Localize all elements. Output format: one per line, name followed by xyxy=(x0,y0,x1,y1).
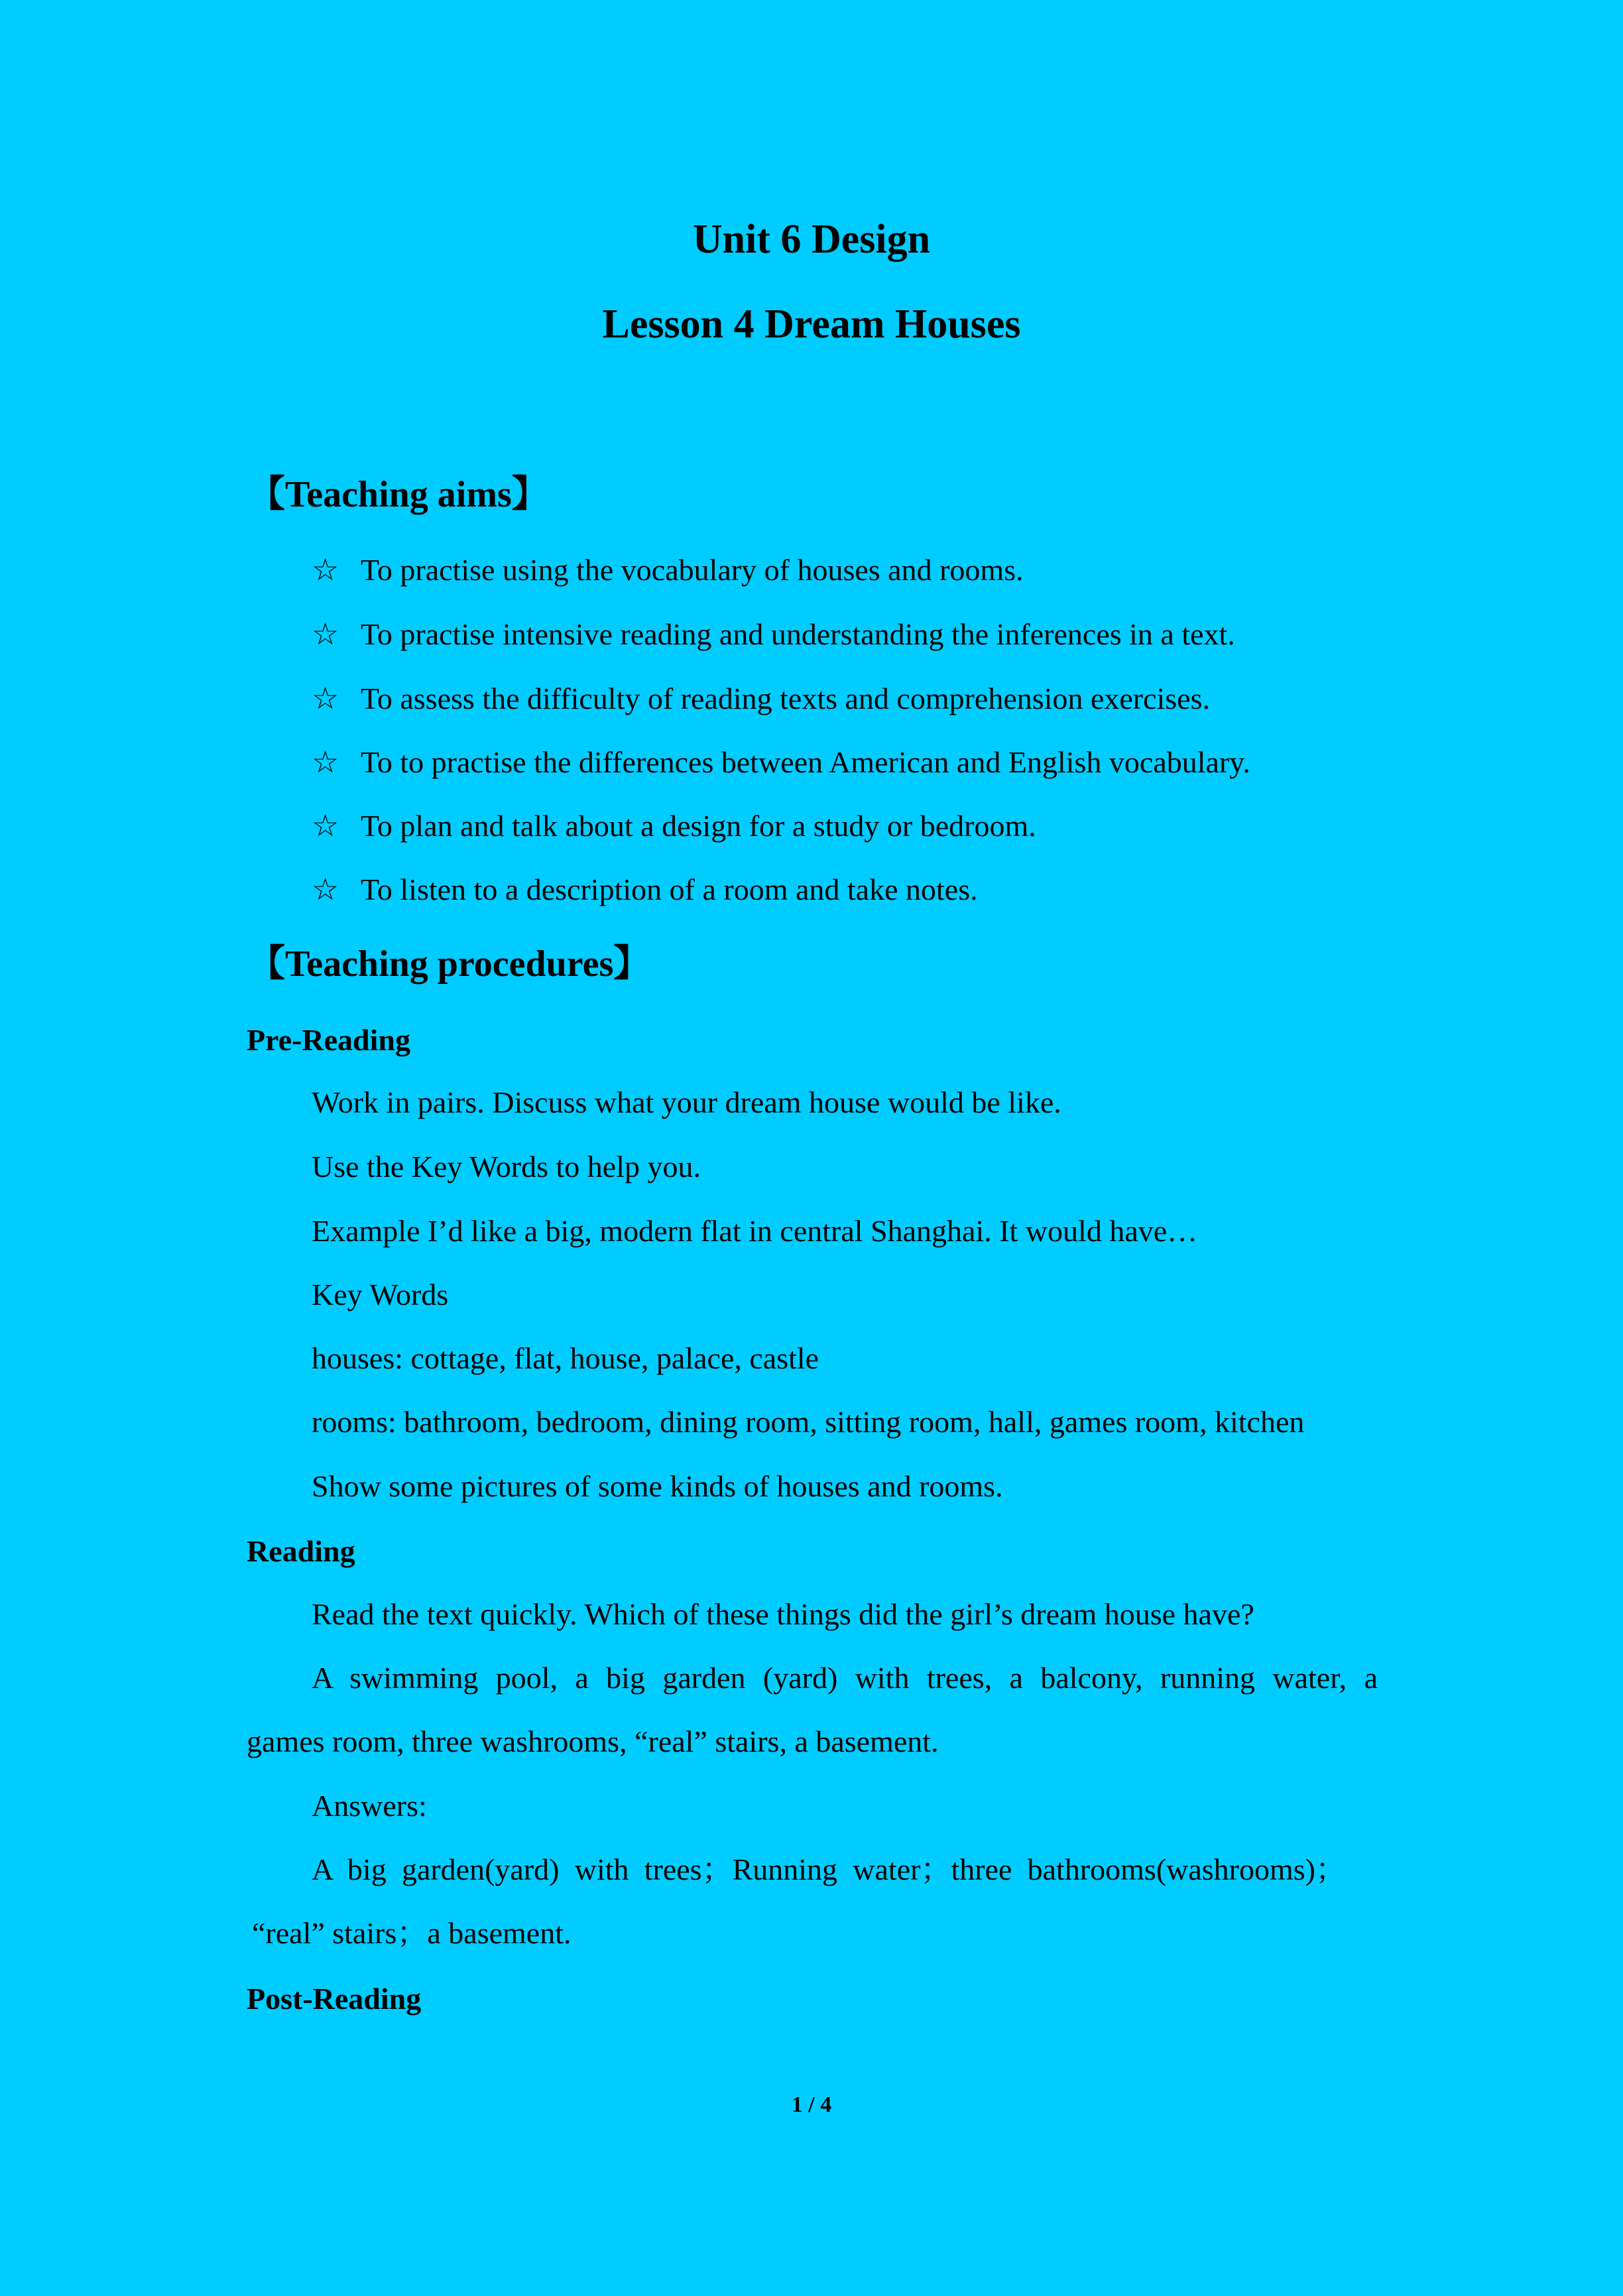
reading-options-line: A swimming pool, a big garden (yard) with trees, a balcony, running water, a xyxy=(312,1661,1378,1695)
aim-item xyxy=(312,744,1250,780)
aim-text: To practise using the vocabulary of houses and rooms. xyxy=(361,553,1024,587)
aim-item xyxy=(312,871,978,907)
star-bullet-icon: ☆ xyxy=(312,680,339,716)
star-bullet-icon: ☆ xyxy=(312,616,339,652)
teaching-procedures-heading: 【Teaching procedures】 xyxy=(248,943,651,985)
key-words-rooms: rooms: bathroom, bedroom, dining room, sitting room, hall, games room, kitchen xyxy=(312,1405,1305,1439)
pre-reading-line: Use the Key Words to help you. xyxy=(312,1150,701,1183)
key-words-label: Key Words xyxy=(312,1278,449,1311)
aim-text: To assess the difficulty of reading texts and comprehension exercises. xyxy=(361,682,1211,715)
unit-title: Unit 6 Design xyxy=(692,217,931,262)
aim-text: To plan and talk about a design for a study or bedroom. xyxy=(361,809,1036,843)
reading-options-line: games room, three washrooms, “real” stairs, a basement. xyxy=(247,1724,939,1758)
teaching-aims-heading: 【Teaching aims】 xyxy=(248,474,549,515)
lesson-title: Lesson 4 Dream Houses xyxy=(602,302,1021,347)
aim-text: To listen to a description of a room and take notes. xyxy=(361,873,978,906)
post-reading-heading: Post-Reading xyxy=(247,1982,422,2016)
star-bullet-icon: ☆ xyxy=(312,744,339,780)
aim-text: To to practise the differences between American and English vocabulary. xyxy=(361,745,1250,779)
star-bullet-icon: ☆ xyxy=(312,552,339,587)
aim-item xyxy=(312,554,1024,585)
answers-line: A big garden(yard) with trees；Running water；three bathrooms(washrooms)； xyxy=(312,1852,1346,1886)
aim-item xyxy=(312,616,1235,652)
aim-text: To practise intensive reading and understanding the inferences in a text. xyxy=(361,617,1235,651)
pre-reading-line: Work in pairs. Discuss what your dream house would be like. xyxy=(312,1085,1061,1119)
pre-reading-heading: Pre-Reading xyxy=(247,1023,411,1057)
page-number: 1 / 4 xyxy=(791,2092,832,2117)
aim-item xyxy=(312,680,1211,716)
key-words-houses: houses: cottage, flat, house, palace, castle xyxy=(312,1341,819,1375)
star-bullet-icon: ☆ xyxy=(312,808,339,843)
aim-item xyxy=(312,810,1036,841)
pre-reading-line: Example I’d like a big, modern flat in central Shanghai. It would have… xyxy=(312,1214,1198,1248)
star-bullet-icon: ☆ xyxy=(312,871,339,907)
pre-reading-line: Show some pictures of some kinds of houses and rooms. xyxy=(312,1469,1003,1503)
answers-line: “real” stairs；a basement. xyxy=(252,1916,571,1950)
reading-question: Read the text quickly. Which of these things did the girl’s dream house have? xyxy=(312,1597,1254,1631)
answers-label: Answers: xyxy=(312,1789,427,1823)
reading-heading: Reading xyxy=(247,1534,355,1568)
